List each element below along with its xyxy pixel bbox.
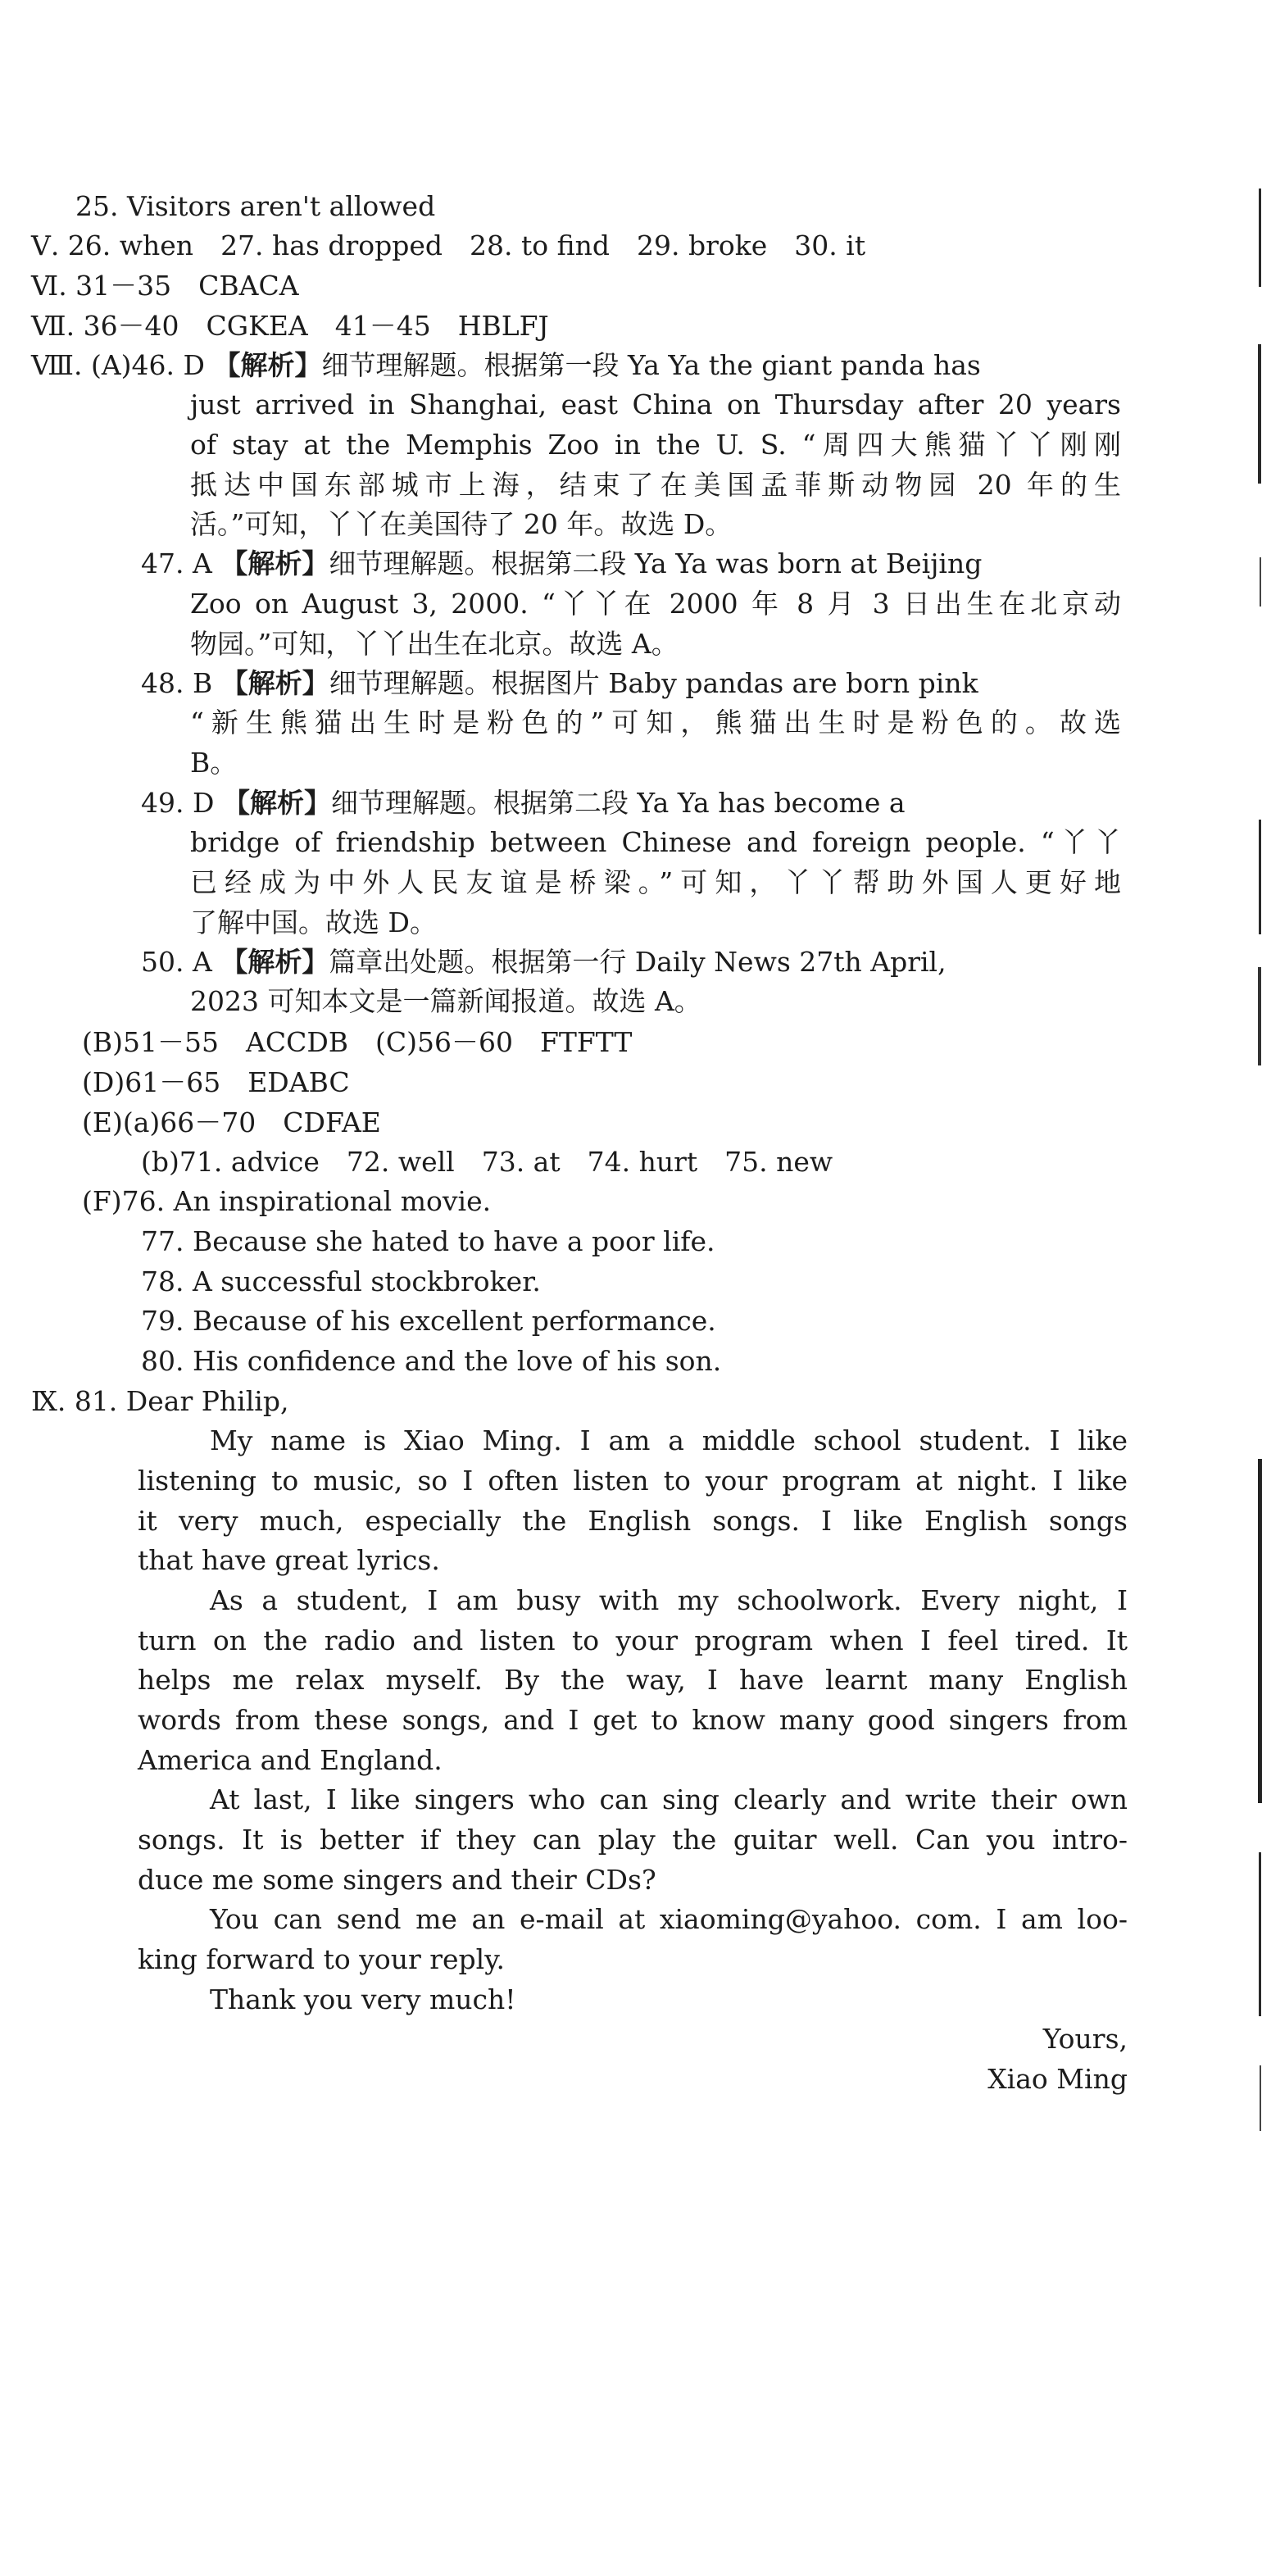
letter-line: that have great lyrics.	[138, 1544, 440, 1576]
letter-line: king forward to your reply.	[138, 1943, 505, 1975]
letter-line: You can send me an e-mail at xiaoming@yahoo. com. I am loo-	[210, 1903, 1128, 1935]
explanation-line: “新生熊猫出生时是粉色的”可知，熊猫出生时是粉色的。故选	[190, 706, 1121, 738]
letter-line: it very much, especially the English songs. I like English songs	[138, 1505, 1128, 1537]
question-number: 49. D	[141, 787, 215, 819]
explanation-line: 活。”可知，丫丫在美国待了 20 年。故选 D。	[190, 508, 733, 540]
letter-salutation: Ⅸ. 81. Dear Philip,	[31, 1385, 289, 1417]
letter-line: turn on the radio and listen to your program when I feel tired. It	[138, 1624, 1128, 1656]
analysis-tag: 【解析】	[213, 349, 322, 381]
answer-80: 80. His confidence and the love of his son.	[141, 1345, 722, 1377]
section-e-b-answers: (b)71. advice 72. well 73. at 74. hurt 75. new	[141, 1146, 833, 1178]
analysis-tag: 【解析】	[220, 667, 329, 699]
question-number: 50. A	[141, 946, 212, 978]
section-7-answers: Ⅶ. 36－40 CGKEA 41－45 HBLFJ	[31, 310, 549, 342]
answer-47-head	[141, 547, 982, 580]
letter-line: As a student, I am busy with my schoolwork. Every night, I	[210, 1584, 1128, 1616]
letter-line: helps me relax myself. By the way, I have learnt many English	[138, 1664, 1128, 1696]
explanation-line: 抵达中国东部城市上海，结束了在美国孟菲斯动物园 20 年的生	[190, 469, 1121, 501]
question-number: 48. B	[141, 667, 213, 699]
letter-line: songs. It is better if they can play the guitar well. Can you intro-	[138, 1824, 1128, 1856]
section-b-c-answers: (B)51－55 ACCDB (C)56－60 FTFTT	[82, 1026, 633, 1058]
explanation-text: 细节理解题。根据第二段 Ya Ya was born at Beijing	[329, 547, 983, 579]
explanation-line: 2023 可知本文是一篇新闻报道。故选 A。	[190, 985, 701, 1017]
section-d-answers: (D)61－65 EDABC	[82, 1066, 350, 1098]
question-number: Ⅷ. (A)46. D	[31, 349, 205, 381]
letter-line: words from these songs, and I get to know many good singers from	[138, 1704, 1128, 1736]
explanation-line: 了解中国。故选 D。	[190, 906, 437, 938]
analysis-tag: 【解析】	[222, 787, 331, 819]
answer-25: 25. Visitors aren't allowed	[75, 190, 436, 222]
explanation-line: 已经成为中外人民友谊是桥梁。”可知，丫丫帮助外国人更好地	[190, 866, 1121, 898]
analysis-tag: 【解析】	[220, 547, 329, 579]
explanation-text: 细节理解题。根据第二段 Ya Ya has become a	[330, 787, 906, 819]
answer-50-head	[141, 946, 946, 979]
explanation-line: of stay at the Memphis Zoo in the U. S. “周四大熊猫丫丫刚刚	[190, 429, 1121, 461]
answer-46-head	[31, 349, 981, 382]
answer-79: 79. Because of his excellent performance.	[141, 1305, 716, 1337]
letter-line: At last, I like singers who can sing clearly and write their own	[210, 1783, 1128, 1815]
explanation-text: 篇章出处题。根据第一行 Daily News 27th April,	[329, 946, 946, 978]
letter-closing: Yours,	[1042, 2023, 1128, 2055]
explanation-text: 细节理解题。根据图片 Baby pandas are born pink	[329, 667, 978, 699]
section-6-answers: Ⅵ. 31－35 CBACA	[31, 270, 299, 302]
question-number: 47. A	[141, 547, 212, 579]
explanation-line: Zoo on August 3, 2000. “丫丫在 2000 年 8 月 3 日出生在北京动	[190, 588, 1121, 620]
letter-line: America and England.	[138, 1744, 443, 1776]
analysis-tag: 【解析】	[220, 946, 329, 978]
letter-line: duce me some singers and their CDs?	[138, 1864, 656, 1896]
section-e-a-answers: (E)(a)66－70 CDFAE	[82, 1106, 381, 1138]
section-5-answers: Ⅴ. 26. when 27. has dropped 28. to find 29. broke 30. it	[31, 229, 866, 261]
scan-edge-shadow	[1251, 0, 1262, 2576]
letter-line: My name is Xiao Ming. I am a middle school student. I like	[210, 1424, 1128, 1456]
explanation-line: B。	[190, 747, 238, 779]
answer-76: (F)76. An inspirational movie.	[82, 1185, 492, 1217]
explanation-text: 细节理解题。根据第一段 Ya Ya the giant panda has	[321, 349, 981, 381]
letter-line: listening to music, so I often listen to your program at night. I like	[138, 1465, 1128, 1497]
answer-78: 78. A successful stockbroker.	[141, 1265, 541, 1297]
answer-77: 77. Because she hated to have a poor life.	[141, 1225, 715, 1257]
explanation-line: 物园。”可知，丫丫出生在北京。故选 A。	[190, 628, 679, 660]
letter-line: Thank you very much!	[210, 1983, 516, 2015]
explanation-line: just arrived in Shanghai, east China on Thursday after 20 years	[190, 388, 1121, 420]
letter-signature: Xiao Ming	[987, 2063, 1128, 2095]
answer-48-head	[141, 667, 978, 700]
explanation-line: bridge of friendship between Chinese and foreign people. “丫丫	[190, 826, 1121, 858]
answer-49-head	[141, 787, 906, 820]
